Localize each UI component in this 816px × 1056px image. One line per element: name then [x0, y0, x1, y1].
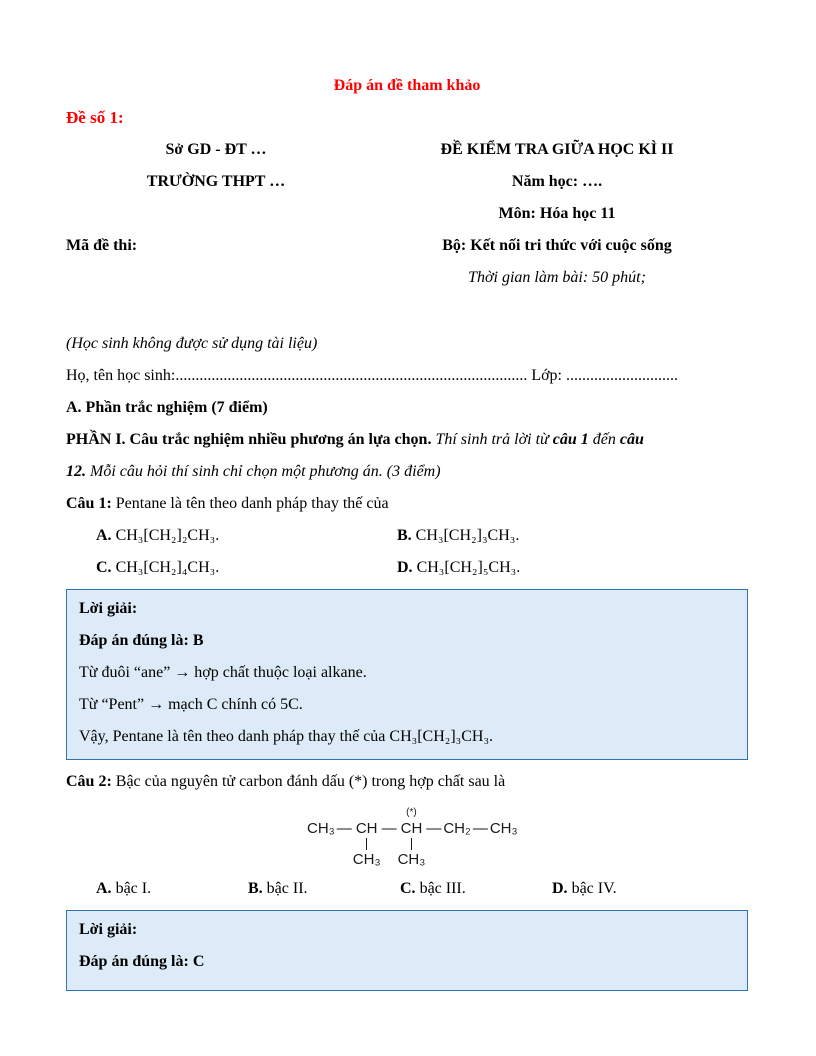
- option-2b-text: bậc II.: [262, 880, 308, 897]
- part1-ref-cau1: câu 1: [552, 431, 589, 448]
- option-1d-text: CH₃[CH₂]₅CH₃.: [412, 559, 521, 576]
- book-series-line: Bộ: Kết nối tri thức với cuộc sống: [442, 237, 672, 254]
- exam-code-label: Mã đề thi:: [66, 237, 138, 254]
- structure-atom: CH₃: [489, 820, 518, 837]
- solution-1-line: Vậy, Pentane là tên theo danh pháp thay thế của CH₃[CH₂]₃CH₃.: [79, 728, 494, 745]
- question-2-label: Câu 2:: [66, 773, 112, 790]
- option-2d: [552, 873, 704, 905]
- structure-bond: —: [472, 820, 488, 837]
- option-2c-letter: C.: [400, 880, 416, 897]
- structure-bond: —: [381, 820, 397, 837]
- chemical-structure: [306, 806, 748, 869]
- department-name: Sở GD - ĐT …: [165, 141, 267, 158]
- part1-heading-line2: [66, 456, 748, 488]
- option-1c-letter: C.: [96, 559, 112, 576]
- option-2d-text: bậc IV.: [567, 880, 617, 897]
- school-year-line: Năm học: ….: [511, 173, 603, 190]
- header-right-column: [366, 134, 748, 294]
- question-1-label: Câu 1:: [66, 495, 112, 512]
- question-1-text: Pentane là tên theo danh pháp thay thế của: [111, 495, 389, 512]
- option-1b-letter: B.: [397, 527, 412, 544]
- doc-title: Đáp án đề tham khảo: [333, 77, 481, 94]
- option-1a: [96, 520, 397, 552]
- structure-bond: —: [426, 820, 442, 837]
- structure-bond: —: [336, 820, 352, 837]
- exam-header: [66, 134, 748, 294]
- option-1a-text: CH₃[CH₂]₂CH₃.: [111, 527, 220, 544]
- header-left-column: [66, 134, 366, 294]
- option-1c: [96, 552, 397, 584]
- part1-ref-12: 12.: [66, 463, 86, 480]
- vertical-bond: [411, 838, 412, 850]
- exam-title: ĐỀ KIỂM TRA GIỮA HỌC KÌ II: [440, 141, 674, 158]
- option-2a: [96, 873, 248, 905]
- option-2a-text: bậc I.: [111, 880, 152, 897]
- question-2-options-row: [66, 873, 748, 905]
- student-name-line: Họ, tên học sinh:........................................................................................ Lớp: ............................: [66, 367, 678, 384]
- school-name: TRƯỜNG THPT …: [146, 173, 286, 190]
- option-2a-letter: A.: [96, 880, 112, 897]
- part1-heading-line1: [66, 424, 748, 456]
- solution-1-title: Lời giải:: [79, 600, 138, 617]
- solution-1-line: Từ “Pent” → mạch C chính có 5C.: [79, 696, 303, 713]
- no-materials-note: (Học sinh không được sử dụng tài liệu): [66, 335, 318, 352]
- subject-line: Môn: Hóa học 11: [498, 205, 616, 222]
- solution-box-2: [66, 910, 748, 991]
- option-1b: [397, 520, 698, 552]
- section-a-heading: A. Phần trắc nghiệm (7 điểm): [66, 399, 268, 416]
- option-1b-text: CH₃[CH₂]₃CH₃.: [411, 527, 520, 544]
- part1-instruction-2: đến: [588, 431, 620, 448]
- part1-instruction-3: Mỗi câu hỏi thí sinh chỉ chọn một phương án. (3 điểm): [86, 463, 441, 480]
- option-2b-letter: B.: [248, 880, 263, 897]
- option-1d: [397, 552, 698, 584]
- question-2-text: Bậc của nguyên tử carbon đánh dấu (*) trong hợp chất sau là: [111, 773, 506, 790]
- question-1-options-row-1: [66, 520, 748, 552]
- blank-line: [66, 198, 366, 230]
- solution-2-title: Lời giải:: [79, 921, 138, 938]
- structure-substituent: CH₃: [397, 851, 426, 868]
- structure-atom: CH₂: [443, 820, 471, 837]
- option-2b: [248, 873, 400, 905]
- structure-atom: CH CH₃: [352, 820, 381, 868]
- question-1: [66, 488, 748, 520]
- option-2c: [400, 873, 552, 905]
- solution-box-1: [66, 589, 748, 760]
- option-1a-letter: A.: [96, 527, 112, 544]
- time-limit-note: Thời gian làm bài: 50 phút;: [468, 269, 646, 286]
- part1-instruction-1: Thí sinh trả lời từ: [431, 431, 553, 448]
- structure-atom: CH₃: [307, 820, 335, 837]
- structure-substituent: CH₃: [352, 851, 381, 868]
- option-2c-text: bậc III.: [415, 880, 466, 897]
- part1-title: PHẦN I. Câu trắc nghiệm nhiều phương án lựa chọn.: [66, 431, 432, 448]
- part1-ref-cau: câu: [619, 431, 644, 448]
- structure-atom-starred: (*) CH CH₃: [397, 807, 426, 868]
- vertical-bond: [366, 838, 367, 850]
- option-1c-text: CH₃[CH₂]₄CH₃.: [111, 559, 220, 576]
- exam-set-label: Đề số 1:: [66, 108, 124, 127]
- solution-1-line: Từ đuôi “ane” → hợp chất thuộc loại alkane.: [79, 664, 367, 681]
- question-1-options-row-2: [66, 552, 748, 584]
- solution-2-answer: Đáp án đúng là: C: [79, 953, 205, 970]
- option-2d-letter: D.: [552, 880, 568, 897]
- question-2: [66, 766, 748, 798]
- solution-1-answer: Đáp án đúng là: B: [79, 632, 204, 649]
- option-1d-letter: D.: [397, 559, 413, 576]
- star-marker: (*): [406, 807, 417, 818]
